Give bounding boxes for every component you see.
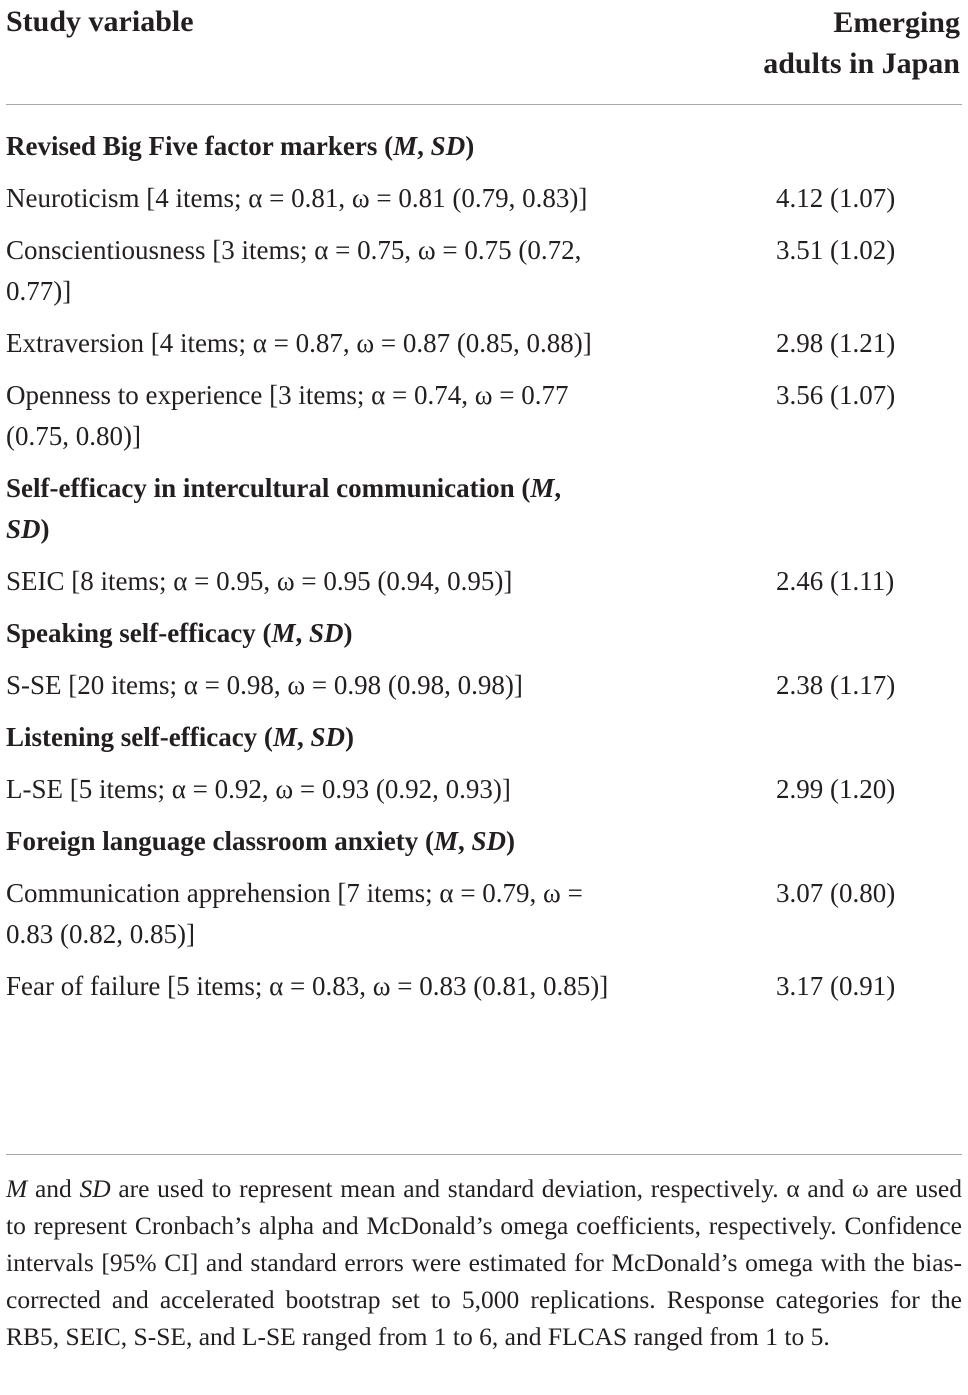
column-header-line-2: adults in Japan	[763, 47, 960, 80]
row-label: Fear of failure [5 items; α = 0.83, ω = 0.83 (0.81, 0.85)]	[6, 971, 609, 1001]
row-label: Openness to experience [3 items; α = 0.74, ω = 0.77 (0.75, 0.80)]	[6, 380, 569, 451]
table-row-sse	[6, 665, 962, 706]
row-value: 2.46 (1.11)	[776, 566, 895, 596]
row-label: L-SE [5 items; α = 0.92, ω = 0.93 (0.92, 0.93)]	[6, 774, 511, 804]
section-row-listening	[6, 717, 962, 758]
section-title: Self-efficacy in intercultural communication (M, SD)	[6, 473, 562, 544]
table-row-communication	[6, 873, 962, 955]
table-row-openness	[6, 375, 962, 457]
column-header-emerging-adults	[700, 2, 960, 84]
row-value: 3.56 (1.07)	[776, 380, 896, 410]
section-title: Speaking self-efficacy (M, SD)	[6, 618, 353, 648]
row-value: 3.17 (0.91)	[776, 971, 896, 1001]
section-row-speaking	[6, 613, 962, 654]
section-row-flcas	[6, 821, 962, 862]
section-row-seic	[6, 468, 962, 550]
section-title: Revised Big Five factor markers (M, SD)	[6, 131, 475, 161]
row-value: 4.12 (1.07)	[776, 183, 896, 213]
row-label: Neuroticism [4 items; α = 0.81, ω = 0.81 (0.79, 0.83)]	[6, 183, 588, 213]
row-value: 2.99 (1.20)	[776, 774, 896, 804]
row-label: Communication apprehension [7 items; α = 0.79, ω = 0.83 (0.82, 0.85)]	[6, 878, 583, 949]
section-title: Listening self-efficacy (M, SD)	[6, 722, 354, 752]
row-value: 2.98 (1.21)	[776, 328, 896, 358]
row-value: 3.07 (0.80)	[776, 878, 896, 908]
row-value: 3.51 (1.02)	[776, 235, 896, 265]
table-footnote: M and SD are used to represent mean and standard deviation, respectively. α and ω are used to represent Cronbach’s alpha and McDonald’s omega coefficients, respectively. Confidence intervals [95% CI] and standard errors were estimated for McDonald’s omega with the bias-corrected and accelerated bootstrap set to 5,000 replications. Response categories for the RB5, SEIC, S-SE, and L-SE ranged from 1 to 6, and FLCAS ranged from 1 to 5.	[6, 1174, 962, 1351]
table-row-neuroticism	[6, 178, 962, 219]
row-value: 2.38 (1.17)	[776, 670, 896, 700]
table-body	[6, 126, 962, 1018]
table-row-seic	[6, 561, 962, 602]
column-header-line-1: Emerging	[833, 6, 960, 39]
row-label: Conscientiousness [3 items; α = 0.75, ω = 0.75 (0.72, 0.77)]	[6, 235, 582, 306]
row-label: SEIC [8 items; α = 0.95, ω = 0.95 (0.94, 0.95)]	[6, 566, 513, 596]
column-header-study-variable: Study variable	[6, 5, 194, 38]
table-header	[6, 0, 962, 105]
row-label: S-SE [20 items; α = 0.98, ω = 0.98 (0.98, 0.98)]	[6, 670, 523, 700]
row-label: Extraversion [4 items; α = 0.87, ω = 0.87 (0.85, 0.88)]	[6, 328, 592, 358]
footer-divider	[6, 1154, 962, 1155]
table-row-fear	[6, 966, 962, 1007]
section-title: Foreign language classroom anxiety (M, SD)	[6, 826, 516, 856]
section-row-rb5	[6, 126, 962, 167]
table-row-lse	[6, 769, 962, 810]
table-row-extraversion	[6, 323, 962, 364]
table-row-conscientiousness	[6, 230, 962, 312]
